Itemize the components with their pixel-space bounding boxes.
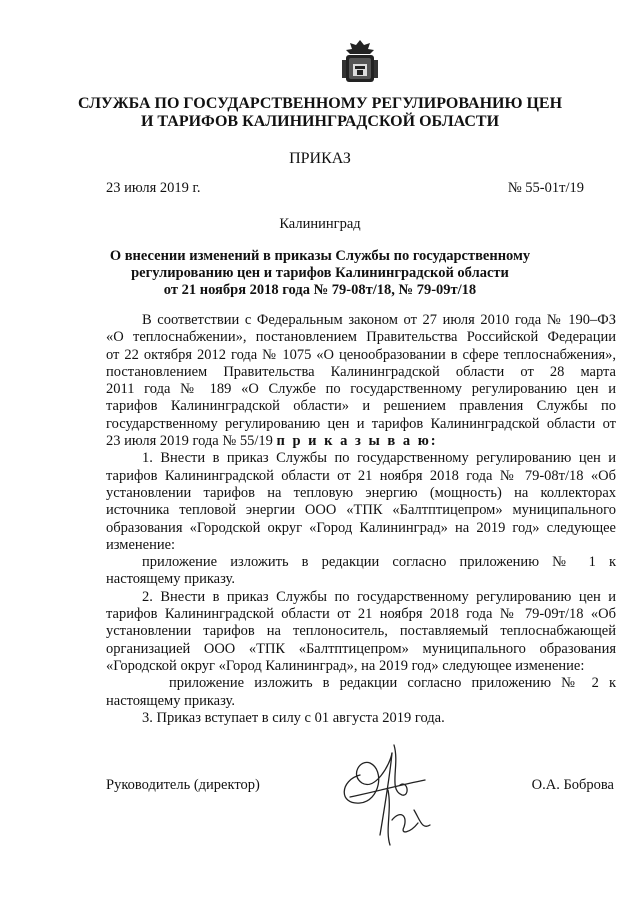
body-line: В соответствии с Федеральным законом от 27 июля 2010 года № 190–ФЗ <box>142 312 616 328</box>
body-line: государственному регулированию цен и тарифов Калининградской области от <box>106 415 616 432</box>
coat-of-arms-icon <box>340 38 380 86</box>
body-line: изменение: <box>106 536 176 553</box>
document-number: № 55-01т/19 <box>507 180 584 196</box>
body-line: настоящему приказу. <box>106 571 235 588</box>
order-keyword: п р и к а з ы в а ю: <box>276 433 438 450</box>
agency-name-line1: СЛУЖБА ПО ГОСУДАРСТВЕННОМУ РЕГУЛИРОВАНИЮ ЦЕН <box>77 95 563 112</box>
document-title-line3: от 21 ноября 2018 года № 79-08т/18, № 79-09т/18 <box>163 282 477 298</box>
body-line: организацией ООО «ТПК «Балтптицепром» муниципального образования <box>106 640 616 657</box>
body-line: постановлением Правительства Калининградской области от 28 марта <box>106 363 616 380</box>
body-line: приложение изложить в редакции согласно приложению № 1 к <box>142 554 616 571</box>
body-line: настоящему приказу. <box>106 692 235 709</box>
signer-role: Руководитель (директор) <box>106 777 260 793</box>
body-line: 2. Внести в приказ Службы по государственному регулированию цен и <box>142 588 616 605</box>
document-city: Калининград <box>279 216 361 232</box>
body-line: тарифов Калининградской области от 21 ноября 2018 года № 79-08т/18 «Об <box>106 467 616 484</box>
body-line: приложение изложить в редакции согласно приложению № 2 к <box>169 675 616 692</box>
body-text: 23 июля 2019 года № 55/19 <box>106 433 277 450</box>
document-type: ПРИКАЗ <box>289 150 351 167</box>
body-line: от 22 октября 2012 года № 1075 «О ценообразовании в сфере теплоснабжения», <box>106 346 616 363</box>
document-date: 23 июля 2019 г. <box>106 180 201 196</box>
body-line: 2011 года № 189 «О Службе по государственному регулированию цен и <box>106 381 616 398</box>
body-line: тарифов Калининградской области» и решением правления Службы по <box>106 398 616 415</box>
body-line: образования «Городской округ «Город Калининград» на 2019 год» следующее <box>106 519 616 536</box>
signer-name: О.А. Боброва <box>531 777 614 793</box>
handwritten-signature <box>330 735 450 850</box>
body-line: 1. Внести в приказ Службы по государственному регулированию цен и <box>142 450 616 467</box>
body-line: тарифов Калининградской области от 21 ноября 2018 года № 79-09т/18 «Об <box>106 606 616 623</box>
body-line: «О теплоснабжении», постановлением Правительства Российской Федерации <box>106 329 616 346</box>
body-line <box>106 433 616 450</box>
body-line: источника тепловой энергии ООО «ТПК «Балтптицепром» муниципального <box>106 502 616 519</box>
document-body <box>106 312 616 727</box>
document-title-line2: регулированию цен и тарифов Калининградской области <box>131 265 509 281</box>
body-line: 3. Приказ вступает в силу с 01 августа 2019 года. <box>142 709 445 726</box>
agency-name-line2: И ТАРИФОВ КАЛИНИНГРАДСКОЙ ОБЛАСТИ <box>140 113 500 130</box>
document-title-line1: О внесении изменений в приказы Службы по государственному <box>109 248 531 264</box>
body-line: установлении тарифов на тепловую энергию (мощность) на коллекторах <box>106 484 616 501</box>
body-line: «Городской округ «Город Калининград», на 2019 год» следующее изменение: <box>106 657 585 674</box>
body-line: установлении тарифов на теплоноситель, поставляемый теплоснабжающей <box>106 623 616 640</box>
